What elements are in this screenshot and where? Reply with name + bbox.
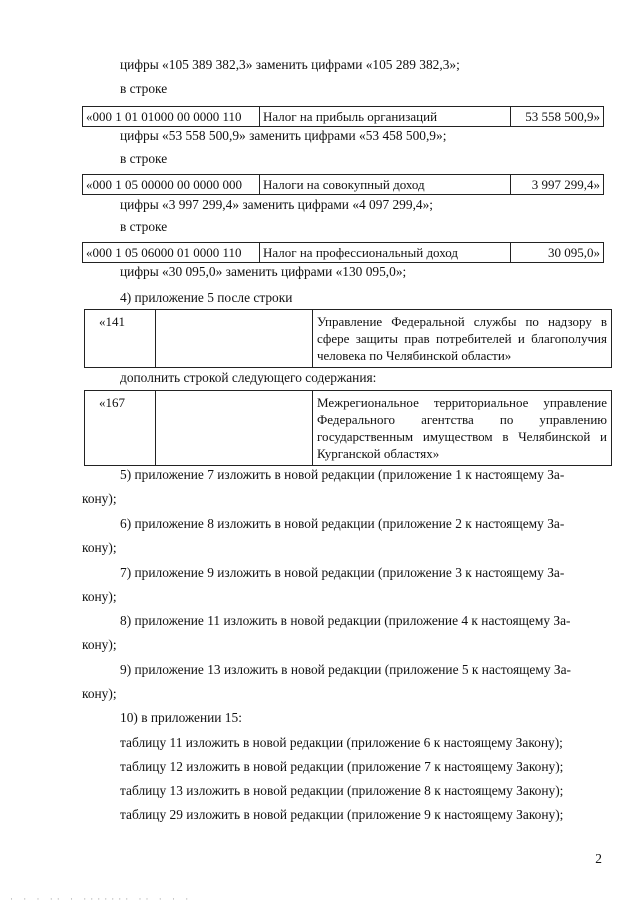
table-row [83,107,604,127]
scan-artifact-dots: · · · ·· · ······· ·· · · · [10,894,193,904]
revenue-name: Налог на профессиональный доход [260,243,511,263]
add-row-text: дополнить строкой следующего содержания: [120,370,377,385]
budget-code: «000 1 05 00000 00 0000 000 [83,175,260,195]
empty-cell [156,310,313,368]
table-29-line: таблицу 29 изложить в новой редакции (приложение 9 к настоящему Закону); [120,807,564,822]
item-6-line-2: кону); [82,540,117,555]
revenue-name: Налоги на совокупный доход [260,175,511,195]
amount: 53 558 500,9» [511,107,604,127]
empty-cell [156,391,313,466]
table-row [83,243,604,263]
item-7-line-1: 7) приложение 9 изложить в новой редакции (приложение 3 к настоящему За- [120,565,565,580]
replace-line-2: цифры «53 558 500,9» заменить цифрами «53 458 500,9»; [120,128,447,143]
replace-line-3: цифры «3 997 299,4» заменить цифрами «4 097 299,4»; [120,197,434,212]
in-row-label-1: в строке [120,81,168,96]
code-row-table-2 [82,174,604,195]
item-5-line-2: кону); [82,491,117,506]
budget-code: «000 1 01 01000 00 0000 110 [83,107,260,127]
replace-line-1: цифры «105 389 382,3» заменить цифрами «105 289 382,3»; [120,57,460,72]
amount: 3 997 299,4» [511,175,604,195]
agency-code: «141 [85,310,156,368]
item-4-text: 4) приложение 5 после строки [120,290,293,305]
item-8-line-1: 8) приложение 11 изложить в новой редакции (приложение 4 к настоящему За- [120,613,571,628]
table-12-line: таблицу 12 изложить в новой редакции (приложение 7 к настоящему Закону); [120,759,564,774]
agency-table-a [84,309,612,368]
agency-name: Межрегиональное территориальное управление Федерального агентства по управлению государственным имуществом в Челябинской и Курганской областях» [313,391,612,466]
agency-name: Управление Федеральной службы по надзору в сфере защиты прав потребителей и благополучия человека по Челябинской области» [313,310,612,368]
code-row-table-3 [82,242,604,263]
item-10-text: 10) в приложении 15: [120,710,242,725]
agency-code: «167 [85,391,156,466]
table-13-line: таблицу 13 изложить в новой редакции (приложение 8 к настоящему Закону); [120,783,564,798]
agency-table-b [84,390,612,466]
table-row [83,175,604,195]
table-row [85,391,612,466]
in-row-label-3: в строке [120,219,168,234]
item-6-line-1: 6) приложение 8 изложить в новой редакции (приложение 2 к настоящему За- [120,516,565,531]
item-5-line-1: 5) приложение 7 изложить в новой редакции (приложение 1 к настоящему За- [120,467,565,482]
table-11-line: таблицу 11 изложить в новой редакции (приложение 6 к настоящему Закону); [120,735,563,750]
item-9-line-1: 9) приложение 13 изложить в новой редакции (приложение 5 к настоящему За- [120,662,571,677]
in-row-label-2: в строке [120,151,168,166]
table-row [85,310,612,368]
amount: 30 095,0» [511,243,604,263]
item-8-line-2: кону); [82,637,117,652]
item-7-line-2: кону); [82,589,117,604]
code-row-table-1 [82,106,604,127]
revenue-name: Налог на прибыль организаций [260,107,511,127]
item-9-line-2: кону); [82,686,117,701]
replace-line-4: цифры «30 095,0» заменить цифрами «130 095,0»; [120,264,407,279]
page-number: 2 [595,851,602,866]
budget-code: «000 1 05 06000 01 0000 110 [83,243,260,263]
